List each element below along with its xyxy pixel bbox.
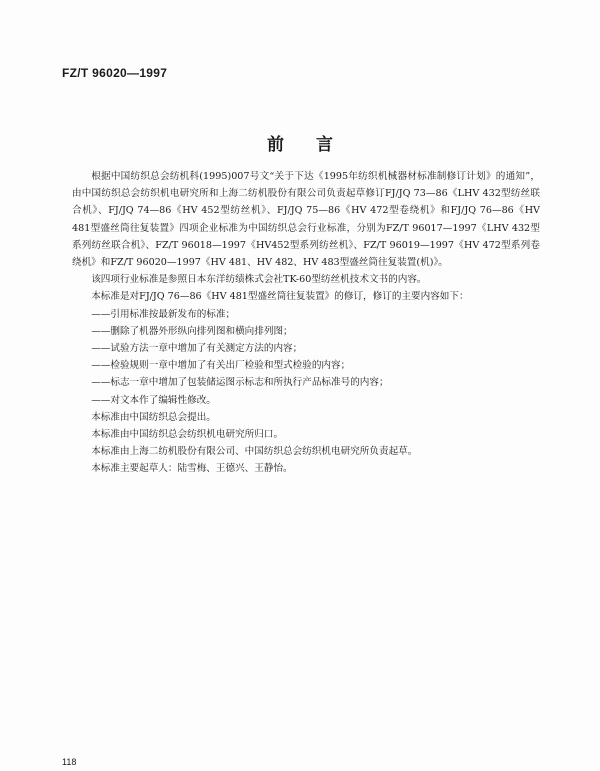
paragraph-drafting-units: 本标准由上海二纺机股份有限公司、中国纺织总会纺织机电研究所负责起草。: [91, 446, 418, 458]
paragraph-drafters: 本标准主要起草人：陆雪梅、王德兴、王静怡。: [91, 463, 293, 475]
revision-item: ——对文本作了编辑性修改。: [91, 394, 216, 406]
revision-item: ——引用标准按最新发布的标准；: [91, 308, 236, 320]
standard-code: FZ/T 96020—1997: [62, 66, 168, 80]
page-title: 前言: [267, 135, 365, 155]
revision-item: ——检验规则一章中增加了有关出厂检验和型式检验的内容；: [91, 360, 351, 372]
paragraph-administrator: 本标准由中国纺织总会纺织机电研究所归口。: [91, 429, 284, 441]
paragraph-revision-intro: 本标准是对FJ/JQ 76—86《HV 481型盛丝筒往复装置》的修订，修订的主要内容如下：: [91, 291, 469, 303]
revision-item: ——删除了机器外形纵向排列图和横向排列图；: [91, 325, 293, 337]
paragraph-background: 根据中国纺织总会纺机科(1995)007号文“关于下达《1995年纺织机械器材标准制修订计划》的通知”，由中国纺织总会纺织机电研究所和上海二纺机股份有限公司负责起草修订FJ/JQ 73—86《LHV 432型纺丝联合机》、FJ/JQ 74—86《HV 452型纺丝机》、FJ/JQ 75—86《HV 472型卷绕机》和FJ/JQ 76—86《HV 481型盛丝筒往复装置》四项企业标准为中国纺织总会行业标准，分别为FZ/T 96017—1997《LHV 432型系列纺丝联合机》、FZ/T 96018—1997《HV452型系列纺丝机》、FZ/T 96019—1997《HV 472型系列卷绕机》和FZ/T 96020—1997《HV 481、HV 482、HV 483型盛丝筒往复装置(机)》。: [72, 171, 540, 269]
revision-item: ——标志一章中增加了包装储运图示标志和所执行产品标准号的内容；: [91, 377, 389, 389]
paragraph-proposer: 本标准由中国纺织总会提出。: [91, 411, 216, 423]
paragraph-reference: 该四项行业标准是参照日本东洋纺绩株式会社TK-60型纺丝机技术文书的内容。: [91, 274, 427, 286]
foreword-body: [72, 168, 540, 478]
page-number: 118: [62, 757, 77, 767]
revision-item: ——试验方法一章中增加了有关测定方法的内容；: [91, 343, 303, 355]
